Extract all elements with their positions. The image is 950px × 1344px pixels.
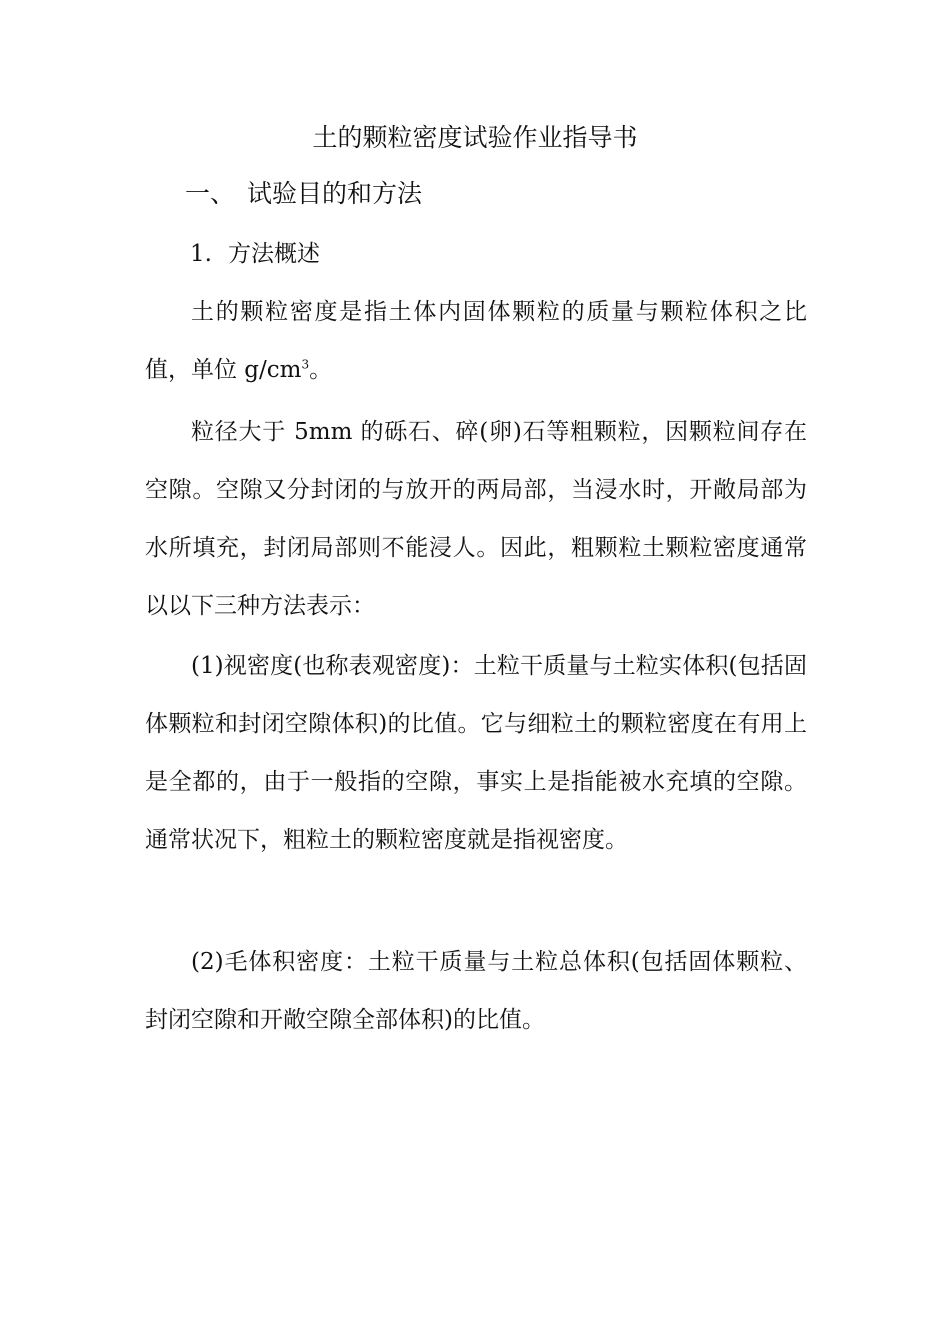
subsection-heading bbox=[190, 235, 320, 273]
paragraph-bulk-density: (2)毛体积密度：土粒干质量与土粒总体积(包括固体颗粒、封闭空隙和开敞空隙全部体积)的比值。 bbox=[145, 949, 807, 1033]
paragraph-definition-tail: 。 bbox=[309, 357, 333, 383]
paragraph-definition bbox=[145, 283, 807, 399]
subsection-heading-text: 方法概述 bbox=[228, 241, 320, 267]
document-title: 土的颗粒密度试验作业指导书 bbox=[312, 123, 638, 152]
paragraph-coarse-particles: 粒径大于 5mm 的砾石、碎(卵)石等粗颗粒，因颗粒间存在空隙。空隙又分封闭的与放开的两局部，当浸水时，开敞局部为水所填充，封闭局部则不能浸人。因此，粗颗粒土颗粒密度通常以以下三种方法表示： bbox=[145, 419, 807, 619]
subsection-number: 1. bbox=[190, 241, 212, 267]
unit-superscript: 3 bbox=[301, 357, 310, 372]
section-heading-text: 试验目的和方法 bbox=[247, 179, 423, 208]
paragraph-apparent-density: (1)视密度(也称表观密度)：土粒干质量与土粒实体积(包括固体颗粒和封闭空隙体积)的比值。它与细粒土的颗粒密度在有用上是全都的，由于一般指的空隙，事实上是指能被水充填的空隙。通常状况下，粗粒土的颗粒密度就是指视密度。 bbox=[145, 653, 807, 853]
section-number: 一、 bbox=[185, 179, 236, 208]
paragraph-definition-text: 土的颗粒密度是指土体内固体颗粒的质量与颗粒体积之比值，单位 g/cm bbox=[145, 299, 807, 383]
section-heading bbox=[185, 175, 422, 213]
